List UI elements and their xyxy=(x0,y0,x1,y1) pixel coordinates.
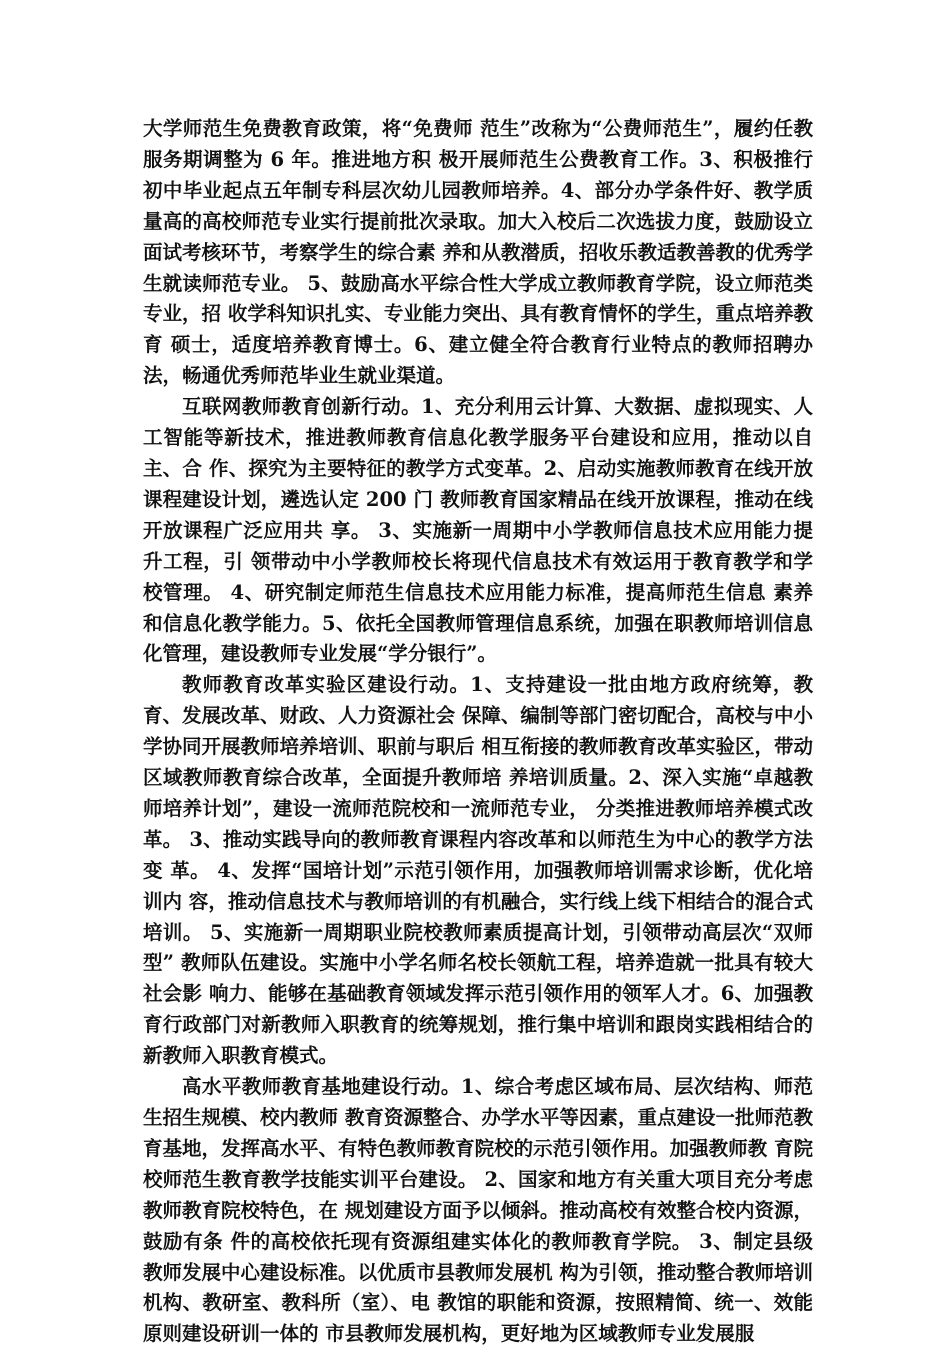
paragraph-reform-pilot-zones: 教师教育改革实验区建设行动。1、支持建设一批由地方政府统筹，教育、发展改革、财政、人力资源社会 保障、编制等部门密切配合，高校与中小学协同开展教师培养培训、职前与职后 相互衔接的教师教育改革实验区，带动区域教师教育综合改革，全面提升教师培 养培训质量。2、深入实施“卓越教师培养计划”，建设一流师范院校和一流师范专业， 分类推进教师培养模式改革。 3、推动实践导向的教师教育课程内容改革和以师范生为中心的教学方法变 革。 4、发挥“国培计划”示范引领作用，加强教师培训需求诊断，优化培训内 容，推动信息技术与教师培训的有机融合，实行线上线下相结合的混合式培训。 5、实施新一周期职业院校教师素质提高计划，引领带动高层次“双师型” 教师队伍建设。实施中小学名师名校长领航工程，培养造就一批具有较大社会影 响力、能够在基础教育领域发挥示范引领作用的领军人才。6、加强教育行政部门对新教师入职教育的统筹规划，推行集中培训和跟岗实践相结合的新教师入职教育模式。 xyxy=(143,673,813,1068)
document-page xyxy=(143,114,813,1350)
paragraph-public-funded-normal-education: 大学师范生免费教育政策，将“免费师 范生”改称为“公费师范生”，履约任教服务期调整为 6 年。推进地方积 极开展师范生公费教育工作。3、积极推行初中毕业起点五年制专科层次幼儿园教师培养。4、部分办学条件好、教学质量高的高校师范专业实行提前批次录取。加大入校后二次选拔力度，鼓励设立面试考核环节，考察学生的综合素 养和从教潜质，招收乐教适教善教的优秀学生就读师范专业。 5、鼓励高水平综合性大学成立教师教育学院，设立师范类专业，招 收学科知识扎实、专业能力突出、具有教育情怀的学生，重点培养教育 硕士，适度培养教育博士。6、建立健全符合教育行业特点的教师招聘办法，畅通优秀师范毕业生就业渠道。 xyxy=(143,117,813,388)
paragraph-internet-teacher-education: 互联网教师教育创新行动。1、充分利用云计算、大数据、虚拟现实、人工智能等新技术，推进教师教育信息化教学服务平台建设和应用，推动以自主、合 作、探究为主要特征的教学方式变革。2、启动实施教师教育在线开放课程建设计划，遴选认定 200 门 教师教育国家精品在线开放课程，推动在线开放课程广泛应用共 享。 3、实施新一周期中小学教师信息技术应用能力提升工程，引 领带动中小学教师校长将现代信息技术有效运用于教育教学和学 校管理。 4、研究制定师范生信息技术应用能力标准，提高师范生信息 素养和信息化教学能力。5、依托全国教师管理信息系统，加强在职教师培训信息化管理，建设教师专业发展“学分银行”。 xyxy=(143,395,813,666)
paragraph-high-level-bases: 高水平教师教育基地建设行动。1、综合考虑区域布局、层次结构、师范生招生规模、校内教师 教育资源整合、办学水平等因素，重点建设一批师范教育基地，发挥高水平、有特色教师教育院校的示范引领作用。加强教师教 育院校师范生教育教学技能实训平台建设。 2、国家和地方有关重大项目充分考虑教师教育院校特色，在 规划建设方面予以倾斜。推动高校有效整合校内资源，鼓励有条 件的高校依托现有资源组建实体化的教师教育学院。 3、制定县级教师发展中心建设标准。以优质市县教师发展机 构为引领，推动整合教师培训机构、教研室、教科所（室）、电 教馆的职能和资源，按照精简、统一、效能原则建设研训一体的 市县教师发展机构，更好地为区域教师专业发展服 xyxy=(143,1075,813,1346)
